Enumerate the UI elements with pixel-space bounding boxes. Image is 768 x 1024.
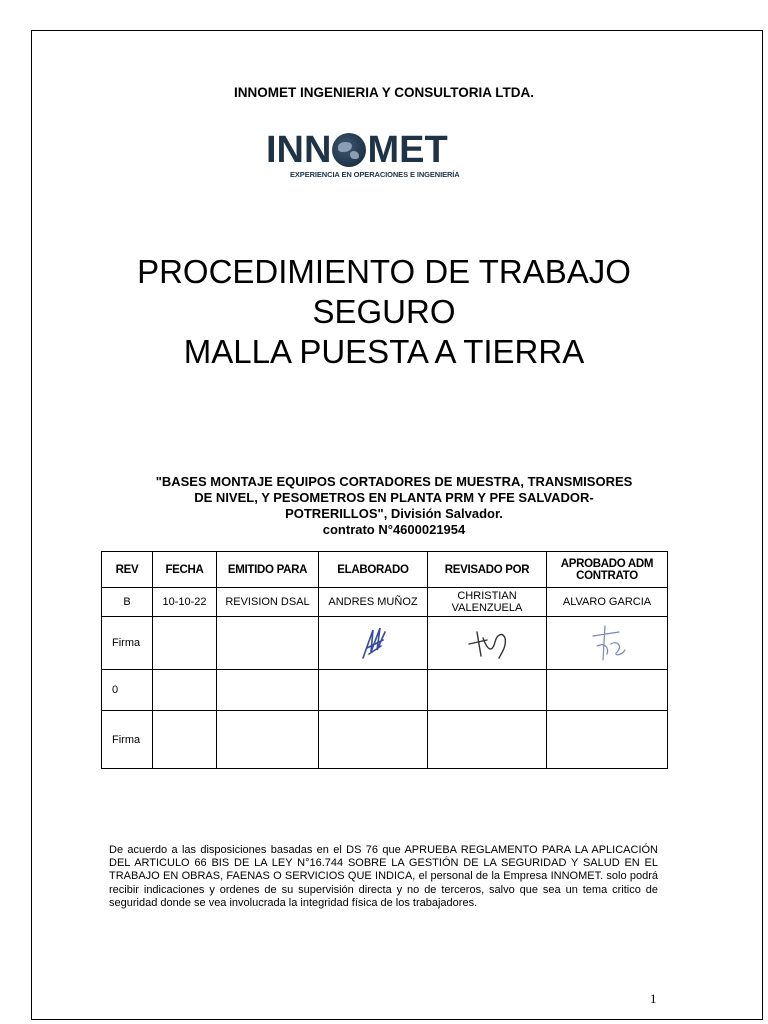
- empty-cell: [153, 711, 217, 769]
- title-line-3: MALLA PUESTA A TIERRA: [183, 333, 585, 370]
- logo-wordmark: INN MET: [266, 129, 448, 171]
- company-name: INNOMET INGENIERIA Y CONSULTORIA LTDA.: [233, 85, 534, 100]
- signature-revisado: [447, 620, 527, 664]
- signature-aprobado: [567, 620, 647, 664]
- globe-icon: [332, 133, 366, 167]
- signature-revisado-cell: [428, 617, 547, 670]
- rev-zero-label: 0: [102, 670, 153, 711]
- header-revisado-por: REVISADO POR: [428, 552, 547, 588]
- cell-fecha: 10-10-22: [153, 588, 217, 617]
- cell-emitido-para: REVISION DSAL: [217, 588, 319, 617]
- empty-cell: [217, 670, 319, 711]
- signature-elaborado-cell: [319, 617, 428, 670]
- cell-elaborado: ANDRES MUÑOZ: [319, 588, 428, 617]
- logo-tagline: EXPERIENCIA EN OPERACIONES E INGENIERÍA: [290, 170, 460, 179]
- cell-revisado-por: CHRISTIAN VALENZUELA: [428, 588, 547, 617]
- firma-label: Firma: [102, 617, 153, 670]
- header-elaborado: ELABORADO: [319, 552, 428, 588]
- revision-table: [101, 551, 668, 769]
- header-aprobado: APROBADO ADM CONTRATO: [547, 552, 668, 588]
- document-title: [0, 252, 768, 372]
- empty-cell: [217, 617, 319, 670]
- cell-aprobado: ALVARO GARCIA: [547, 588, 668, 617]
- empty-cell: [217, 711, 319, 769]
- page-number: 1: [650, 991, 657, 1006]
- innomet-logo: [266, 128, 466, 183]
- table-row-firma: [102, 711, 668, 769]
- empty-cell: [547, 670, 668, 711]
- cell-rev: B: [102, 588, 153, 617]
- table-header-row: [102, 552, 668, 588]
- empty-cell: [547, 711, 668, 769]
- empty-cell: [319, 670, 428, 711]
- empty-cell: [319, 711, 428, 769]
- title-line-2: SEGURO: [312, 293, 456, 330]
- table-row-firma: [102, 617, 668, 670]
- table-row: [102, 670, 668, 711]
- legal-notice: De acuerdo a las disposiciones basadas en el DS 76 que APRUEBA REGLAMENTO PARA LA APLICACIÓN DEL ARTICULO 66 BIS DE LA LEY N°16.744 SOBRE LA GESTIÓN DE LA SEGURIDAD Y SALUD EN EL TRABAJO EN OBRAS, FAENAS O SERVICIOS QUE INDICA, el personal de la Empresa INNOMET. solo podrá recibir indicaciones y ordenes de su supervisión directa y no de terceros, salvo que sea un tema critico de seguridad donde se vea involucrada la integridad física de los trabajadores.: [109, 844, 658, 909]
- empty-cell: [428, 711, 547, 769]
- title-line-1: PROCEDIMIENTO DE TRABAJO: [137, 253, 631, 290]
- header-rev: REV: [102, 552, 153, 588]
- header-fecha: FECHA: [153, 552, 217, 588]
- table-row: [102, 588, 668, 617]
- firma-label: Firma: [102, 711, 153, 769]
- header-emitido-para: EMITIDO PARA: [217, 552, 319, 588]
- signature-elaborado: [333, 620, 413, 664]
- signature-aprobado-cell: [547, 617, 668, 670]
- project-subtitle: "BASES MONTAJE EQUIPOS CORTADORES DE MUESTRA, TRANSMISORES DE NIVEL, Y PESOMETROS EN PLANTA PRM Y PFE SALVADOR- POTRERILLOS", División Salvador. contrato N°4600021954: [155, 474, 633, 537]
- empty-cell: [153, 670, 217, 711]
- empty-cell: [428, 670, 547, 711]
- empty-cell: [153, 617, 217, 670]
